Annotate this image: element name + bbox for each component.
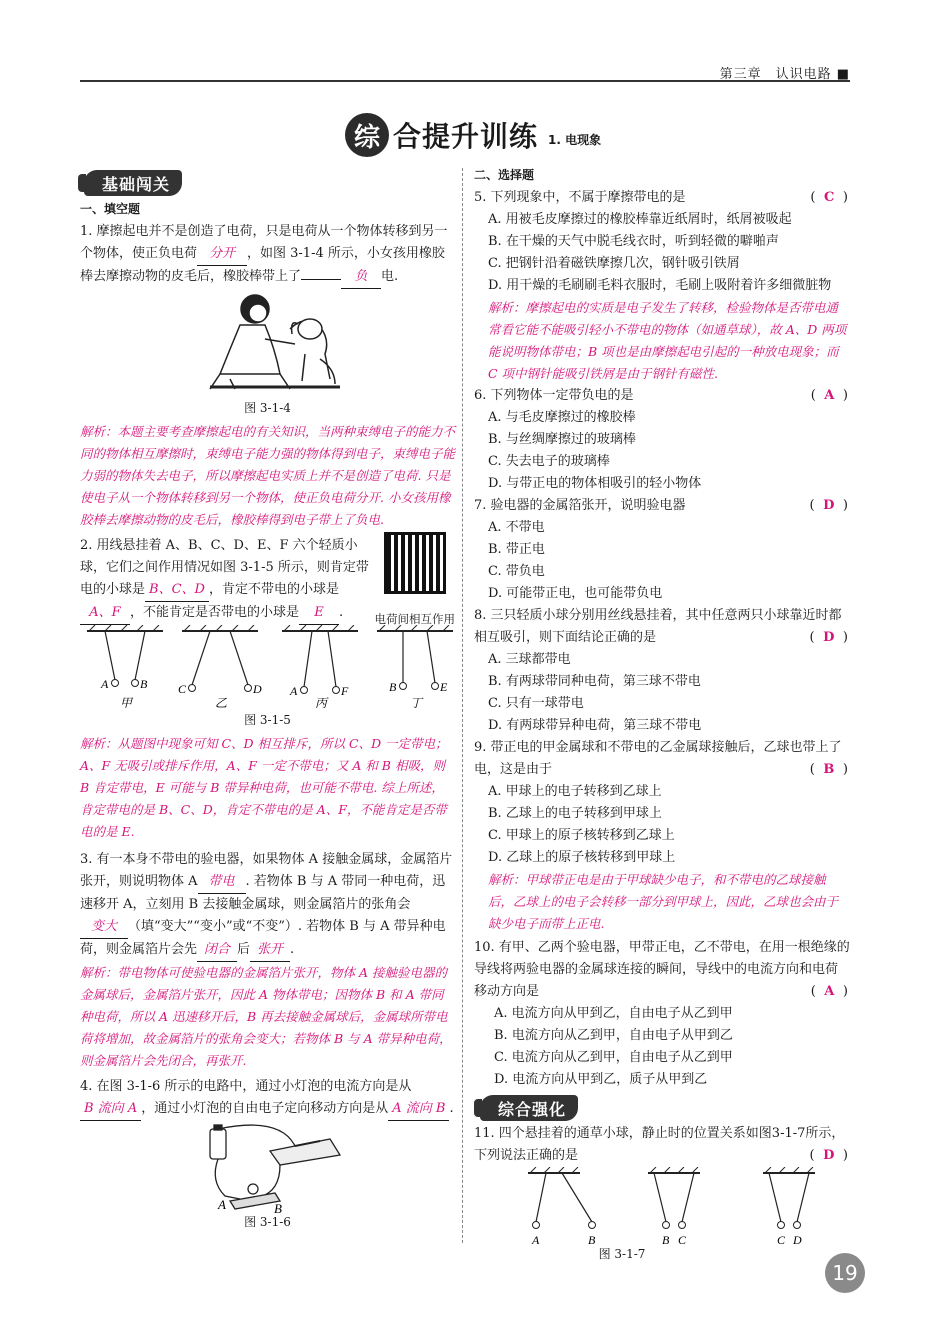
right-column xyxy=(474,166,850,1263)
q6-option-c[interactable]: C. 失去电子的玻璃棒 xyxy=(488,454,610,469)
banner-basic: 基础闯关 xyxy=(84,170,182,196)
q7-option-b[interactable]: B. 带正电 xyxy=(488,542,545,557)
figure-name: 丁 xyxy=(410,696,423,710)
q10-option-c[interactable]: C. 电流方向从乙到甲，自由电子从乙到甲 xyxy=(494,1050,733,1065)
ball-label: B xyxy=(588,1233,596,1245)
q9-option-a[interactable]: A. 甲球上的电子转移到乙球上 xyxy=(488,784,662,799)
qr-label: 电荷间相互作用 xyxy=(374,612,455,626)
question-9: 9. 带正电的甲金属球和不带电的乙金属球接触后，乙球也带上了电，这是由于 ( B ) xyxy=(474,740,850,777)
q6-option-b[interactable]: B. 与丝绸摩擦过的玻璃棒 xyxy=(488,432,636,447)
figure-name: 丙 xyxy=(315,696,328,710)
q8-option-d[interactable]: D. 有两球带异种电荷，第三球不带电 xyxy=(488,718,702,733)
thread xyxy=(654,1173,666,1222)
ball-label: B xyxy=(389,680,397,694)
q7-option-d[interactable]: D. 可能带正电，也可能带负电 xyxy=(488,586,663,601)
figure-caption-314: 图 3-1-4 xyxy=(244,401,291,415)
ball xyxy=(189,685,196,692)
q9-option-d[interactable]: D. 乙球上的原子核转移到甲球上 xyxy=(488,850,676,865)
analysis-1: 解析：本题主要考查摩擦起电的有关知识，当两种束缚电子的能力不同的物体相互摩擦时，束缚电子能力强的物体得到电子，束缚电子能力弱的物体失去电子，所以摩擦起电实质上并不是创造了电荷. 只是使电子从一个物体转移到另一个物体，使正负电荷分开. 小女孩用橡胶棒去摩擦动物的皮毛后，橡胶棒得到电子带上了负电. xyxy=(80,424,456,527)
question-3: 3. 有一本身不带电的验电器，如果物体 A 接触金属球，金属箔片张开，则说明物体 A 带电 . 若物体 B 与 A 带同一种电荷，迅速移开 A，立刻用 B 去接触金属球，则金属箔片的张角会变大 （填“变大”“变小”或“不变”）. 若物体 B 与 A 带异种电荷，则金属箔片会先 闭合 后 张开 . xyxy=(80,849,455,962)
ball-label: D xyxy=(253,682,262,696)
ball xyxy=(663,1222,670,1229)
fill-blank-heading: 一、填空题 xyxy=(80,202,141,216)
thread xyxy=(105,631,115,680)
figure-pendulums-317 xyxy=(474,1167,850,1245)
q8-option-b[interactable]: B. 有两球带同种电荷，第三球不带电 xyxy=(488,674,701,689)
ball-label: A xyxy=(290,684,298,698)
ball-label: A xyxy=(101,677,109,691)
figure-name: 乙 xyxy=(215,696,228,710)
title-first-char: 综 xyxy=(345,113,389,157)
question-11: 11. 四个悬挂着的通草小球，静止时的位置关系如图3-1-7所示，下列说法正确的是 ( D ) xyxy=(474,1126,850,1163)
thread xyxy=(192,631,210,685)
banner-advanced: 综合强化 xyxy=(480,1095,578,1121)
thread xyxy=(536,1173,546,1222)
qr-code[interactable] xyxy=(387,535,443,591)
ball-label: D xyxy=(793,1233,802,1245)
q10-option-b[interactable]: B. 电流方向从乙到甲，自由电子从甲到乙 xyxy=(494,1028,733,1043)
figure-caption-317: 图 3-1-7 xyxy=(598,1247,646,1261)
ball-label: A xyxy=(532,1233,540,1245)
column-divider xyxy=(462,168,463,1243)
question-2-block xyxy=(80,535,455,625)
ball xyxy=(432,683,439,690)
q5-option-d[interactable]: D. 用干燥的毛刷刷毛料衣服时，毛刷上吸附着许多细微脏物 xyxy=(488,278,832,293)
ball xyxy=(533,1222,540,1229)
thread xyxy=(427,631,435,683)
figure-caption-316: 图 3-1-6 xyxy=(244,1215,291,1229)
left-column xyxy=(80,200,455,1231)
ball-label: C xyxy=(678,1233,687,1245)
thread xyxy=(682,1173,694,1222)
ball xyxy=(112,680,119,687)
ball-label: F xyxy=(341,684,349,698)
question-10: 10. 有甲、乙两个验电器，甲带正电，乙不带电，在用一根绝缘的导线将两验电器的金属球连接的瞬间，导线中的电流方向和电荷移动方向是 ( A ) xyxy=(474,940,850,999)
ball xyxy=(132,680,139,687)
analysis-9: 解析：甲球带正电是由于甲球缺少电子，和不带电的乙球接触后，乙球上的电子会转移一部分到甲球上，因此，乙球也会由于缺少电子而带上正电. xyxy=(488,872,839,931)
q5-option-c[interactable]: C. 把钢针沿着磁铁摩擦几次，钢针吸引铁屑 xyxy=(488,256,740,271)
ball-label: E xyxy=(440,680,448,694)
question-2-cont: A、F ，不能肯定是否带电的小球是 E . xyxy=(80,602,455,625)
question-5: ( C ) 5. 下列现象中，不属于摩擦带电的是 xyxy=(474,190,850,205)
title-subtitle: 1. 电现象 xyxy=(548,132,602,147)
ball xyxy=(589,1222,596,1229)
q6-option-d[interactable]: D. 与带正电的物体相吸引的轻小物体 xyxy=(488,476,702,491)
choice-heading: 二、选择题 xyxy=(474,168,535,182)
figure-name: 甲 xyxy=(120,696,133,710)
thread xyxy=(135,631,145,680)
ball xyxy=(794,1222,801,1229)
q8-option-c[interactable]: C. 只有一球带电 xyxy=(488,696,584,711)
ball-label: C xyxy=(777,1233,786,1245)
analysis-2: 解析：从题图中现象可知 C、D 相互排斥，所以 C、D 一定带电；A、F 无吸引或排斥作用，A、F 一定不带电；又 A 和 B 相吸，则 B 肯定带电，E 可能与 B 带异种电荷，也可能不带电. 综上所述，肯定带电的是 B、C、D，肯定不带电的是 A、F，不能肯定是否带电的是 E. xyxy=(80,736,448,839)
thread xyxy=(230,631,248,685)
figure-pendulums xyxy=(80,625,455,711)
ball xyxy=(333,687,340,694)
question-8: 8. 三只轻质小球分别用丝线悬挂着，其中任意两只小球靠近时都相互吸引，则下面结论正确的是 ( D ) xyxy=(474,608,850,645)
chapter-title: 第三章 认识电路 ■ xyxy=(719,67,850,82)
analysis-5: 解析：摩擦起电的实质是电子发生了转移，检验物体是否带电通常看它能不能吸引轻小不带电的物体（如通草球），故 A、D 两项能说明物体带电；B 项也是由摩擦起电引起的一种放电现象；而 C 项中钢针能吸引铁屑是由于钢针有磁性. xyxy=(488,300,847,381)
ball xyxy=(679,1222,686,1229)
question-7: ( D ) 7. 验电器的金属箔张开，说明验电器 xyxy=(474,498,850,513)
figure-girl-dog xyxy=(80,289,455,399)
figure-circuit xyxy=(80,1121,455,1213)
q10-option-a[interactable]: A. 电流方向从甲到乙，自由电子从乙到甲 xyxy=(494,1006,733,1021)
page-header xyxy=(80,60,850,82)
ball-label: B xyxy=(140,677,148,691)
q5-option-b[interactable]: B. 在干燥的天气中脱毛线衣时，听到轻微的噼啪声 xyxy=(488,234,779,249)
q9-option-c[interactable]: C. 甲球上的原子核转移到乙球上 xyxy=(488,828,675,843)
banner2-wrap xyxy=(480,1093,850,1123)
q8-option-a[interactable]: A. 三球都带电 xyxy=(488,652,571,667)
q7-option-a[interactable]: A. 不带电 xyxy=(488,520,545,535)
section-title xyxy=(345,112,601,158)
title-text: 合提升训练 xyxy=(393,120,539,153)
page-number: 19 xyxy=(825,1253,865,1293)
thread xyxy=(328,631,336,687)
ball xyxy=(400,683,407,690)
ball xyxy=(245,685,252,692)
ball xyxy=(778,1222,785,1229)
ball-label: C xyxy=(178,682,187,696)
question-4: 4. 在图 3-1-6 所示的电路中，通过小灯泡的电流方向是从B 流向 A ，通过小灯泡的自由电子定向移动方向是从 A 流向 B . xyxy=(80,1076,455,1121)
q6-option-a[interactable]: A. 与毛皮摩擦过的橡胶棒 xyxy=(488,410,636,425)
thread xyxy=(304,631,312,687)
question-6: ( A ) 6. 下列物体一定带负电的是 xyxy=(474,388,850,403)
question-1: 1. 摩擦起电并不是创造了电荷，只是电荷从一个物体转移到另一个物体，使正负电荷 分开 ，如图 3-1-4 所示，小女孩用橡胶棒去摩擦动物的皮毛后，橡胶棒带上了 负 电. xyxy=(80,221,455,289)
question-2: 2. 用线悬挂着 A、B、C、D、E、F 六个轻质小球，它们之间作用情况如图 3-1-5 所示，则肯定带电的小球是 B、C、D ，肯定不带电的小球是 xyxy=(80,535,455,602)
figure-caption-315: 图 3-1-5 xyxy=(244,713,291,727)
thread xyxy=(769,1173,781,1222)
q10-option-d[interactable]: D. 电流方向从甲到乙，质子从甲到乙 xyxy=(494,1072,708,1087)
ball xyxy=(301,687,308,694)
circuit-label-b: B xyxy=(274,1201,282,1213)
q9-option-b[interactable]: B. 乙球上的电子转移到甲球上 xyxy=(488,806,662,821)
thread xyxy=(562,1173,592,1222)
thread xyxy=(797,1173,809,1222)
q7-option-c[interactable]: C. 带负电 xyxy=(488,564,545,579)
analysis-3: 解析：带电物体可使验电器的金属箔片张开，物体 A 接触验电器的金属球后，金属箔片张开，因此 A 物体带电；因物体 B 和 A 带同种电荷，所以 A 迅速移开后，B 再去接触金属球后，金属球所带电荷将增加，故金属箔片的张角会变大；若物体 B 与 A 带异种电荷，则金属箔片会先闭合，再张开. xyxy=(80,965,452,1068)
q5-option-a[interactable]: A. 用被毛皮摩擦过的橡胶棒靠近纸屑时，纸屑被吸起 xyxy=(488,212,792,227)
circuit-label-a: A xyxy=(218,1197,226,1212)
ball-label: B xyxy=(662,1233,670,1245)
